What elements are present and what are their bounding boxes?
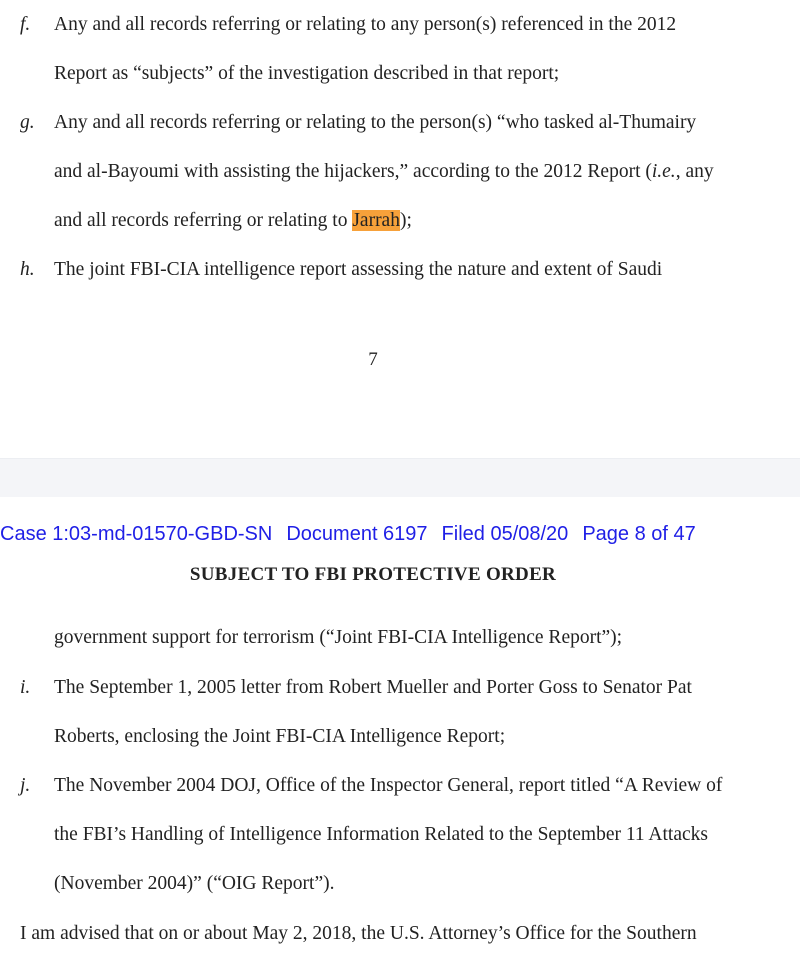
list-item-text: Any and all records referring or relating to any person(s) referenced in the 2012 — [54, 14, 677, 35]
filed-date[interactable]: Filed 05/08/20 — [441, 523, 569, 545]
page-separator — [0, 458, 800, 498]
list-item-text: the FBI’s Handling of Intelligence Information Related to the September 11 Attacks — [54, 824, 708, 845]
case-header — [0, 523, 710, 546]
list-item-text: and al-Bayoumi with assisting the hijackers,” according to the 2012 Report (i.e., any — [54, 161, 714, 182]
list-item-text: government support for terrorism (“Joint FBI-CIA Intelligence Report”); — [54, 627, 623, 648]
list-marker: g. — [20, 112, 35, 133]
list-item-text: Report as “subjects” of the investigation described in that report; — [54, 63, 560, 84]
protective-order-heading: SUBJECT TO FBI PROTECTIVE ORDER — [189, 564, 557, 585]
document-page-7 — [0, 0, 800, 458]
list-marker: i. — [20, 677, 31, 698]
list-item-text: and all records referring or relating to Jarrah); — [54, 210, 412, 231]
list-item-text: The joint FBI-CIA intelligence report assessing the nature and extent of Saudi — [54, 259, 663, 280]
body-paragraph: I am advised that on or about May 2, 2018, the U.S. Attorney’s Office for the Southern — [20, 923, 697, 944]
list-marker: h. — [20, 259, 35, 280]
list-item-text: The September 1, 2005 letter from Robert Mueller and Porter Goss to Senator Pat — [54, 677, 692, 698]
case-number[interactable]: Case 1:03-md-01570-GBD-SN — [0, 523, 273, 545]
list-item-text: The November 2004 DOJ, Office of the Inspector General, report titled “A Review of — [54, 775, 723, 796]
page-number: 7 — [368, 349, 378, 370]
page-count[interactable]: Page 8 of 47 — [582, 523, 696, 545]
italic-abbreviation: i.e. — [651, 161, 676, 182]
list-marker: f. — [20, 14, 31, 35]
search-highlight[interactable]: Jarrah — [352, 210, 400, 231]
list-marker: j. — [20, 775, 31, 796]
list-item-text: Any and all records referring or relating to the person(s) “who tasked al-Thumairy — [54, 112, 697, 133]
document-number[interactable]: Document 6197 — [286, 523, 428, 545]
list-item-text: Roberts, enclosing the Joint FBI-CIA Intelligence Report; — [54, 726, 506, 747]
list-item-text: (November 2004)” (“OIG Report”). — [54, 873, 335, 894]
